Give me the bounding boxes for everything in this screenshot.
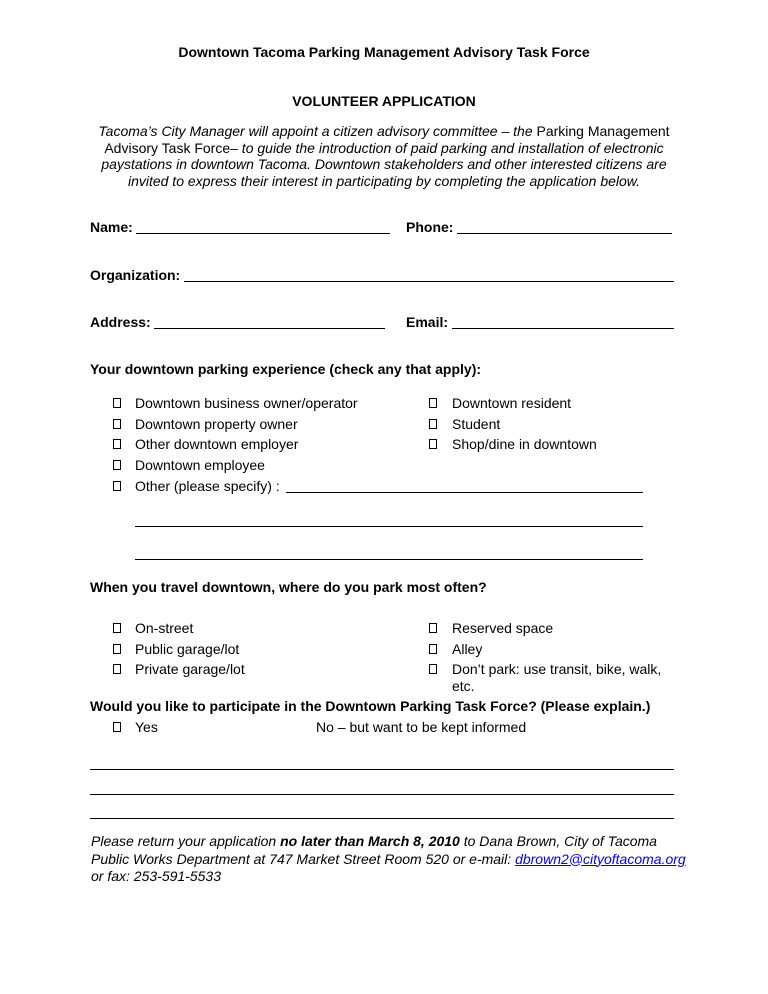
checkbox-public-garage[interactable] (113, 644, 121, 654)
footer-text-2: to Dana Brown, City of Tacoma Public Works Department at 747 Market Street Room 520 or e-mail: (91, 833, 657, 867)
option-shop-dine: Shop/dine in downtown (452, 436, 597, 452)
option-private-garage: Private garage/lot (135, 661, 245, 677)
phone-field[interactable] (457, 233, 672, 234)
option-business-owner: Downtown business owner/operator (135, 395, 358, 411)
explain-line-2[interactable] (90, 794, 674, 795)
fax-text: or fax: 253-591-5533 (91, 868, 221, 884)
checkbox-alley[interactable] (429, 644, 437, 654)
option-dont-park: Don’t park: use transit, bike, walk, (452, 661, 662, 677)
checkbox-on-street[interactable] (113, 623, 121, 633)
committee-name: Parking Management Advisory Task Force (104, 123, 670, 156)
checkbox-other-employer[interactable] (113, 439, 121, 449)
return-instructions (91, 833, 691, 886)
other-specify-field[interactable] (286, 492, 643, 493)
checkbox-dont-park[interactable] (429, 664, 437, 674)
option-reserved-space: Reserved space (452, 620, 554, 636)
participate-question: Would you like to participate in the Downtown Parking Task Force? (Please explain.) (90, 698, 651, 714)
option-downtown-resident: Downtown resident (452, 395, 572, 411)
explain-line-1[interactable] (90, 769, 674, 770)
organization-label: Organization: (90, 267, 181, 283)
checkbox-student[interactable] (429, 419, 437, 429)
intro-text-1: Tacoma’s City Manager will appoint a citizen advisory committee – the (98, 123, 537, 139)
checkbox-yes[interactable] (113, 722, 121, 732)
deadline: no later than March 8, 2010 (280, 833, 460, 849)
email-link[interactable]: dbrown2@cityoftacoma.org (515, 850, 686, 867)
checkbox-shop-dine[interactable] (429, 439, 437, 449)
experience-question: Your downtown parking experience (check any that apply): (90, 361, 482, 377)
checkbox-private-garage[interactable] (113, 664, 121, 674)
footer-text-1: Please return your application (91, 833, 281, 849)
email-field[interactable] (452, 328, 674, 329)
name-label: Name: (90, 219, 133, 235)
option-dont-park-cont: etc. (452, 678, 475, 694)
parking-question: When you travel downtown, where do you park most often? (90, 579, 487, 595)
checkbox-property-owner[interactable] (113, 419, 121, 429)
intro-text-2: – to guide the introduction of paid parking and installation of electronic paystations in downtown Tacoma. Downtown stakeholders and other interested citizens are invited to express their interest in participating by completing the application below. (101, 139, 667, 189)
phone-label: Phone: (406, 219, 454, 235)
email-label: Email: (406, 314, 449, 330)
option-yes: Yes (135, 719, 158, 735)
address-label: Address: (90, 314, 151, 330)
form-title: Downtown Tacoma Parking Management Advisory Task Force (178, 44, 590, 60)
intro-paragraph (94, 123, 674, 189)
address-field[interactable] (154, 328, 385, 329)
checkbox-other[interactable] (113, 481, 121, 491)
option-property-owner: Downtown property owner (135, 416, 298, 432)
form-subtitle: VOLUNTEER APPLICATION (292, 93, 476, 109)
checkbox-reserved-space[interactable] (429, 623, 437, 633)
organization-field[interactable] (184, 281, 674, 282)
option-no-informed: No – but want to be kept informed (316, 719, 527, 735)
option-on-street: On-street (135, 620, 194, 636)
option-alley: Alley (452, 641, 483, 657)
explain-line-3[interactable] (90, 818, 674, 819)
option-student: Student (452, 416, 501, 432)
other-line-2[interactable] (135, 526, 643, 527)
option-public-garage: Public garage/lot (135, 641, 240, 657)
checkbox-business-owner[interactable] (113, 398, 121, 408)
checkbox-downtown-employee[interactable] (113, 460, 121, 470)
checkbox-downtown-resident[interactable] (429, 398, 437, 408)
option-downtown-employee: Downtown employee (135, 457, 265, 473)
other-line-3[interactable] (135, 559, 643, 560)
option-other-employer: Other downtown employer (135, 436, 299, 452)
option-other: Other (please specify) : (135, 478, 280, 494)
name-field[interactable] (136, 233, 390, 234)
